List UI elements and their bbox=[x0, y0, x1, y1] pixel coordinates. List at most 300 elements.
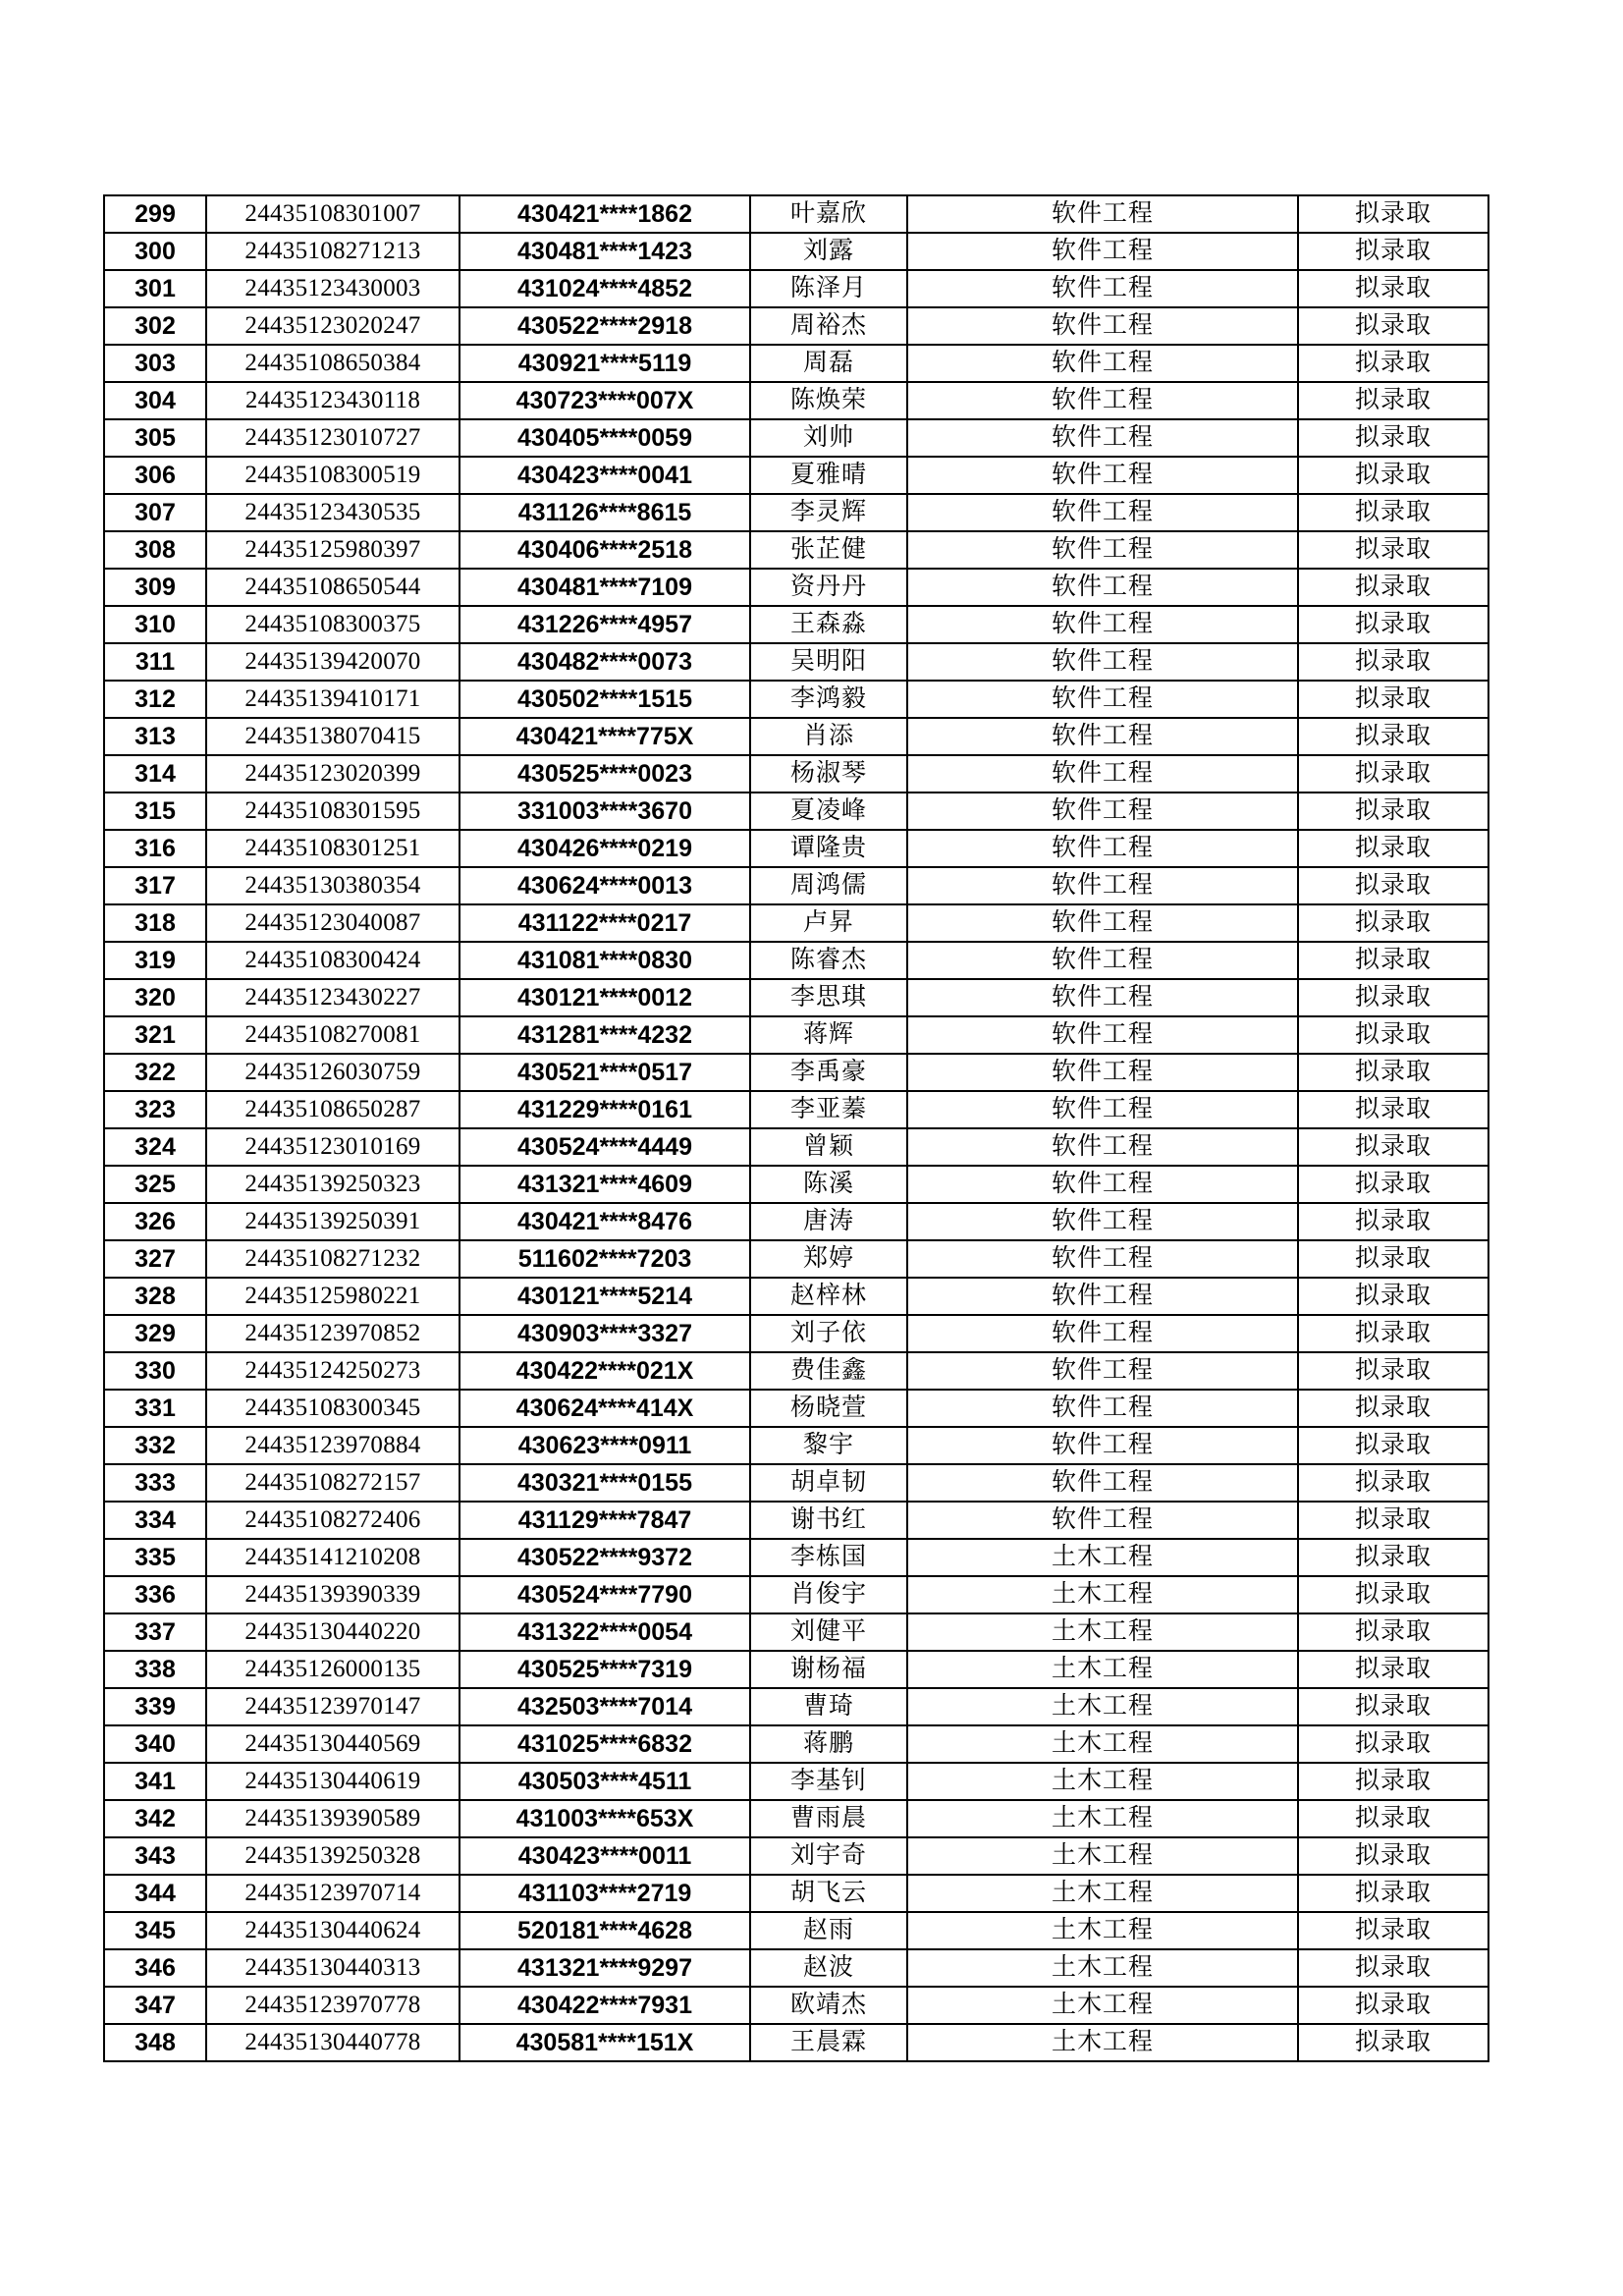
cell-major: 软件工程 bbox=[907, 942, 1298, 979]
cell-seq: 347 bbox=[104, 1987, 206, 2024]
cell-name: 王晨霖 bbox=[750, 2024, 907, 2061]
cell-exam-number: 24435123970778 bbox=[206, 1987, 460, 2024]
table-row bbox=[104, 1166, 1488, 1203]
cell-exam-number: 24435130440220 bbox=[206, 1613, 460, 1651]
cell-exam-number: 24435108650544 bbox=[206, 569, 460, 606]
cell-name: 李禹豪 bbox=[750, 1054, 907, 1091]
table-row bbox=[104, 457, 1488, 494]
cell-major: 软件工程 bbox=[907, 531, 1298, 569]
cell-major: 软件工程 bbox=[907, 606, 1298, 643]
cell-id-number: 430121****0012 bbox=[460, 979, 750, 1016]
cell-name: 胡飞云 bbox=[750, 1875, 907, 1912]
cell-exam-number: 24435126000135 bbox=[206, 1651, 460, 1688]
cell-major: 软件工程 bbox=[907, 1016, 1298, 1054]
cell-id-number: 430623****0911 bbox=[460, 1427, 750, 1464]
cell-major: 软件工程 bbox=[907, 1464, 1298, 1502]
cell-status: 拟录取 bbox=[1298, 1427, 1488, 1464]
cell-status: 拟录取 bbox=[1298, 904, 1488, 942]
cell-major: 软件工程 bbox=[907, 1278, 1298, 1315]
cell-seq: 306 bbox=[104, 457, 206, 494]
cell-id-number: 430624****414X bbox=[460, 1390, 750, 1427]
cell-status: 拟录取 bbox=[1298, 569, 1488, 606]
cell-major: 软件工程 bbox=[907, 1054, 1298, 1091]
cell-status: 拟录取 bbox=[1298, 307, 1488, 345]
table-row bbox=[104, 1539, 1488, 1576]
cell-status: 拟录取 bbox=[1298, 494, 1488, 531]
cell-seq: 328 bbox=[104, 1278, 206, 1315]
cell-name: 吴明阳 bbox=[750, 643, 907, 681]
cell-major: 软件工程 bbox=[907, 867, 1298, 904]
cell-id-number: 431281****4232 bbox=[460, 1016, 750, 1054]
cell-name: 夏凌峰 bbox=[750, 793, 907, 830]
cell-major: 软件工程 bbox=[907, 419, 1298, 457]
cell-status: 拟录取 bbox=[1298, 1464, 1488, 1502]
cell-name: 陈泽月 bbox=[750, 270, 907, 307]
cell-major: 土木工程 bbox=[907, 1875, 1298, 1912]
cell-exam-number: 24435139410171 bbox=[206, 681, 460, 718]
cell-name: 李基钊 bbox=[750, 1763, 907, 1800]
cell-name: 谢杨福 bbox=[750, 1651, 907, 1688]
cell-major: 土木工程 bbox=[907, 1763, 1298, 1800]
cell-status: 拟录取 bbox=[1298, 793, 1488, 830]
cell-status: 拟录取 bbox=[1298, 1875, 1488, 1912]
cell-status: 拟录取 bbox=[1298, 1240, 1488, 1278]
cell-exam-number: 24435130440619 bbox=[206, 1763, 460, 1800]
cell-major: 软件工程 bbox=[907, 457, 1298, 494]
cell-id-number: 430903****3327 bbox=[460, 1315, 750, 1352]
cell-major: 软件工程 bbox=[907, 233, 1298, 270]
cell-id-number: 431229****0161 bbox=[460, 1091, 750, 1128]
cell-exam-number: 24435108272157 bbox=[206, 1464, 460, 1502]
cell-name: 赵雨 bbox=[750, 1912, 907, 1949]
cell-seq: 300 bbox=[104, 233, 206, 270]
cell-id-number: 430522****9372 bbox=[460, 1539, 750, 1576]
cell-id-number: 430525****7319 bbox=[460, 1651, 750, 1688]
cell-major: 土木工程 bbox=[907, 1987, 1298, 2024]
cell-major: 土木工程 bbox=[907, 1688, 1298, 1725]
cell-id-number: 430423****0041 bbox=[460, 457, 750, 494]
cell-status: 拟录取 bbox=[1298, 1837, 1488, 1875]
cell-status: 拟录取 bbox=[1298, 1128, 1488, 1166]
cell-id-number: 431103****2719 bbox=[460, 1875, 750, 1912]
cell-exam-number: 24435123040087 bbox=[206, 904, 460, 942]
cell-name: 谢书红 bbox=[750, 1502, 907, 1539]
cell-id-number: 431122****0217 bbox=[460, 904, 750, 942]
cell-status: 拟录取 bbox=[1298, 1688, 1488, 1725]
cell-status: 拟录取 bbox=[1298, 1054, 1488, 1091]
cell-exam-number: 24435139420070 bbox=[206, 643, 460, 681]
cell-status: 拟录取 bbox=[1298, 755, 1488, 793]
cell-exam-number: 24435130440624 bbox=[206, 1912, 460, 1949]
cell-name: 刘帅 bbox=[750, 419, 907, 457]
cell-major: 软件工程 bbox=[907, 830, 1298, 867]
cell-exam-number: 24435123430227 bbox=[206, 979, 460, 1016]
cell-id-number: 430321****0155 bbox=[460, 1464, 750, 1502]
cell-exam-number: 24435123970147 bbox=[206, 1688, 460, 1725]
cell-status: 拟录取 bbox=[1298, 1763, 1488, 1800]
cell-name: 陈焕荣 bbox=[750, 382, 907, 419]
table-row bbox=[104, 1912, 1488, 1949]
cell-major: 软件工程 bbox=[907, 1502, 1298, 1539]
cell-seq: 327 bbox=[104, 1240, 206, 1278]
cell-exam-number: 24435124250273 bbox=[206, 1352, 460, 1390]
cell-seq: 325 bbox=[104, 1166, 206, 1203]
table-row bbox=[104, 494, 1488, 531]
cell-id-number: 430524****4449 bbox=[460, 1128, 750, 1166]
cell-exam-number: 24435139390589 bbox=[206, 1800, 460, 1837]
cell-exam-number: 24435123010169 bbox=[206, 1128, 460, 1166]
cell-status: 拟录取 bbox=[1298, 718, 1488, 755]
cell-id-number: 430524****7790 bbox=[460, 1576, 750, 1613]
cell-seq: 332 bbox=[104, 1427, 206, 1464]
cell-status: 拟录取 bbox=[1298, 979, 1488, 1016]
cell-name: 曹雨晨 bbox=[750, 1800, 907, 1837]
table-row bbox=[104, 307, 1488, 345]
cell-seq: 299 bbox=[104, 195, 206, 233]
cell-id-number: 430421****1862 bbox=[460, 195, 750, 233]
cell-seq: 310 bbox=[104, 606, 206, 643]
cell-status: 拟录取 bbox=[1298, 1800, 1488, 1837]
cell-id-number: 520181****4628 bbox=[460, 1912, 750, 1949]
cell-seq: 316 bbox=[104, 830, 206, 867]
cell-id-number: 430521****0517 bbox=[460, 1054, 750, 1091]
cell-exam-number: 24435139250323 bbox=[206, 1166, 460, 1203]
cell-major: 软件工程 bbox=[907, 382, 1298, 419]
cell-major: 软件工程 bbox=[907, 1203, 1298, 1240]
cell-exam-number: 24435108300345 bbox=[206, 1390, 460, 1427]
table-row bbox=[104, 2024, 1488, 2061]
cell-seq: 342 bbox=[104, 1800, 206, 1837]
cell-major: 软件工程 bbox=[907, 1091, 1298, 1128]
cell-name: 谭隆贵 bbox=[750, 830, 907, 867]
table-row bbox=[104, 643, 1488, 681]
cell-name: 刘宇奇 bbox=[750, 1837, 907, 1875]
cell-major: 软件工程 bbox=[907, 979, 1298, 1016]
cell-exam-number: 24435123970714 bbox=[206, 1875, 460, 1912]
table-row bbox=[104, 1800, 1488, 1837]
cell-id-number: 430421****8476 bbox=[460, 1203, 750, 1240]
cell-major: 土木工程 bbox=[907, 1651, 1298, 1688]
cell-major: 软件工程 bbox=[907, 494, 1298, 531]
admission-roster-table bbox=[103, 194, 1489, 2062]
cell-seq: 319 bbox=[104, 942, 206, 979]
cell-name: 杨淑琴 bbox=[750, 755, 907, 793]
cell-status: 拟录取 bbox=[1298, 606, 1488, 643]
cell-status: 拟录取 bbox=[1298, 1725, 1488, 1763]
cell-status: 拟录取 bbox=[1298, 1613, 1488, 1651]
cell-id-number: 431129****7847 bbox=[460, 1502, 750, 1539]
cell-name: 周裕杰 bbox=[750, 307, 907, 345]
cell-status: 拟录取 bbox=[1298, 233, 1488, 270]
cell-id-number: 511602****7203 bbox=[460, 1240, 750, 1278]
table-row bbox=[104, 233, 1488, 270]
cell-exam-number: 24435123430118 bbox=[206, 382, 460, 419]
cell-status: 拟录取 bbox=[1298, 419, 1488, 457]
table-row bbox=[104, 1613, 1488, 1651]
cell-id-number: 430406****2518 bbox=[460, 531, 750, 569]
cell-name: 李灵辉 bbox=[750, 494, 907, 531]
cell-seq: 308 bbox=[104, 531, 206, 569]
cell-exam-number: 24435139250328 bbox=[206, 1837, 460, 1875]
cell-exam-number: 24435130440313 bbox=[206, 1949, 460, 1987]
table-row bbox=[104, 1987, 1488, 2024]
roster-table-container bbox=[103, 194, 1488, 2062]
cell-status: 拟录取 bbox=[1298, 382, 1488, 419]
cell-major: 土木工程 bbox=[907, 1576, 1298, 1613]
table-row bbox=[104, 345, 1488, 382]
cell-seq: 315 bbox=[104, 793, 206, 830]
cell-exam-number: 24435130440778 bbox=[206, 2024, 460, 2061]
cell-status: 拟录取 bbox=[1298, 830, 1488, 867]
cell-name: 唐涛 bbox=[750, 1203, 907, 1240]
cell-status: 拟录取 bbox=[1298, 681, 1488, 718]
cell-name: 资丹丹 bbox=[750, 569, 907, 606]
cell-status: 拟录取 bbox=[1298, 270, 1488, 307]
cell-status: 拟录取 bbox=[1298, 1576, 1488, 1613]
cell-id-number: 430525****0023 bbox=[460, 755, 750, 793]
cell-exam-number: 24435108271213 bbox=[206, 233, 460, 270]
cell-seq: 344 bbox=[104, 1875, 206, 1912]
cell-id-number: 431003****653X bbox=[460, 1800, 750, 1837]
cell-status: 拟录取 bbox=[1298, 1502, 1488, 1539]
cell-exam-number: 24435141210208 bbox=[206, 1539, 460, 1576]
cell-major: 软件工程 bbox=[907, 1128, 1298, 1166]
cell-major: 土木工程 bbox=[907, 1837, 1298, 1875]
cell-seq: 324 bbox=[104, 1128, 206, 1166]
cell-name: 曾颖 bbox=[750, 1128, 907, 1166]
roster-table-body bbox=[104, 195, 1488, 2061]
cell-seq: 309 bbox=[104, 569, 206, 606]
cell-seq: 304 bbox=[104, 382, 206, 419]
cell-seq: 348 bbox=[104, 2024, 206, 2061]
cell-seq: 314 bbox=[104, 755, 206, 793]
cell-seq: 302 bbox=[104, 307, 206, 345]
cell-name: 蒋鹏 bbox=[750, 1725, 907, 1763]
cell-id-number: 430422****7931 bbox=[460, 1987, 750, 2024]
cell-exam-number: 24435108271232 bbox=[206, 1240, 460, 1278]
table-row bbox=[104, 1875, 1488, 1912]
cell-id-number: 430723****007X bbox=[460, 382, 750, 419]
table-row bbox=[104, 1651, 1488, 1688]
cell-exam-number: 24435123020399 bbox=[206, 755, 460, 793]
table-row bbox=[104, 1427, 1488, 1464]
table-row bbox=[104, 1091, 1488, 1128]
cell-seq: 326 bbox=[104, 1203, 206, 1240]
cell-name: 李鸿毅 bbox=[750, 681, 907, 718]
cell-name: 周鸿儒 bbox=[750, 867, 907, 904]
cell-status: 拟录取 bbox=[1298, 195, 1488, 233]
table-row bbox=[104, 1016, 1488, 1054]
table-row bbox=[104, 718, 1488, 755]
cell-seq: 337 bbox=[104, 1613, 206, 1651]
cell-seq: 340 bbox=[104, 1725, 206, 1763]
table-row bbox=[104, 1725, 1488, 1763]
table-row bbox=[104, 1464, 1488, 1502]
cell-id-number: 431081****0830 bbox=[460, 942, 750, 979]
table-row bbox=[104, 1240, 1488, 1278]
cell-status: 拟录取 bbox=[1298, 1651, 1488, 1688]
cell-major: 土木工程 bbox=[907, 1539, 1298, 1576]
cell-major: 软件工程 bbox=[907, 569, 1298, 606]
cell-major: 软件工程 bbox=[907, 755, 1298, 793]
table-row bbox=[104, 531, 1488, 569]
cell-major: 软件工程 bbox=[907, 195, 1298, 233]
table-row bbox=[104, 1352, 1488, 1390]
cell-name: 黎宇 bbox=[750, 1427, 907, 1464]
cell-status: 拟录取 bbox=[1298, 531, 1488, 569]
cell-exam-number: 24435125980397 bbox=[206, 531, 460, 569]
cell-status: 拟录取 bbox=[1298, 1390, 1488, 1427]
table-row bbox=[104, 755, 1488, 793]
table-row bbox=[104, 1203, 1488, 1240]
cell-exam-number: 24435123010727 bbox=[206, 419, 460, 457]
cell-id-number: 430921****5119 bbox=[460, 345, 750, 382]
cell-seq: 343 bbox=[104, 1837, 206, 1875]
cell-name: 杨晓萱 bbox=[750, 1390, 907, 1427]
table-row bbox=[104, 1763, 1488, 1800]
cell-id-number: 430624****0013 bbox=[460, 867, 750, 904]
cell-status: 拟录取 bbox=[1298, 1912, 1488, 1949]
table-row bbox=[104, 830, 1488, 867]
cell-major: 软件工程 bbox=[907, 643, 1298, 681]
cell-id-number: 431321****9297 bbox=[460, 1949, 750, 1987]
cell-exam-number: 24435123430535 bbox=[206, 494, 460, 531]
cell-name: 胡卓韧 bbox=[750, 1464, 907, 1502]
cell-status: 拟录取 bbox=[1298, 867, 1488, 904]
cell-exam-number: 24435108650287 bbox=[206, 1091, 460, 1128]
table-row bbox=[104, 1688, 1488, 1725]
cell-id-number: 430121****5214 bbox=[460, 1278, 750, 1315]
cell-exam-number: 24435123970852 bbox=[206, 1315, 460, 1352]
cell-major: 软件工程 bbox=[907, 270, 1298, 307]
cell-seq: 320 bbox=[104, 979, 206, 1016]
cell-name: 郑婷 bbox=[750, 1240, 907, 1278]
cell-status: 拟录取 bbox=[1298, 1352, 1488, 1390]
cell-exam-number: 24435108650384 bbox=[206, 345, 460, 382]
cell-seq: 312 bbox=[104, 681, 206, 718]
cell-seq: 313 bbox=[104, 718, 206, 755]
cell-exam-number: 24435130440569 bbox=[206, 1725, 460, 1763]
cell-name: 曹琦 bbox=[750, 1688, 907, 1725]
cell-status: 拟录取 bbox=[1298, 1539, 1488, 1576]
cell-id-number: 431025****6832 bbox=[460, 1725, 750, 1763]
cell-exam-number: 24435108301251 bbox=[206, 830, 460, 867]
cell-seq: 307 bbox=[104, 494, 206, 531]
cell-exam-number: 24435139250391 bbox=[206, 1203, 460, 1240]
cell-status: 拟录取 bbox=[1298, 1987, 1488, 2024]
table-row bbox=[104, 979, 1488, 1016]
table-row bbox=[104, 904, 1488, 942]
cell-name: 赵波 bbox=[750, 1949, 907, 1987]
table-row bbox=[104, 1576, 1488, 1613]
cell-major: 软件工程 bbox=[907, 1240, 1298, 1278]
cell-seq: 318 bbox=[104, 904, 206, 942]
cell-seq: 331 bbox=[104, 1390, 206, 1427]
table-row bbox=[104, 1390, 1488, 1427]
cell-name: 肖俊宇 bbox=[750, 1576, 907, 1613]
cell-name: 赵梓林 bbox=[750, 1278, 907, 1315]
cell-name: 王森淼 bbox=[750, 606, 907, 643]
cell-id-number: 430502****1515 bbox=[460, 681, 750, 718]
table-row bbox=[104, 942, 1488, 979]
cell-seq: 334 bbox=[104, 1502, 206, 1539]
cell-exam-number: 24435108300375 bbox=[206, 606, 460, 643]
cell-id-number: 430482****0073 bbox=[460, 643, 750, 681]
cell-status: 拟录取 bbox=[1298, 942, 1488, 979]
cell-status: 拟录取 bbox=[1298, 1949, 1488, 1987]
cell-seq: 339 bbox=[104, 1688, 206, 1725]
cell-status: 拟录取 bbox=[1298, 457, 1488, 494]
cell-name: 肖添 bbox=[750, 718, 907, 755]
cell-id-number: 431322****0054 bbox=[460, 1613, 750, 1651]
cell-status: 拟录取 bbox=[1298, 1091, 1488, 1128]
cell-name: 刘露 bbox=[750, 233, 907, 270]
cell-status: 拟录取 bbox=[1298, 1278, 1488, 1315]
cell-name: 李思琪 bbox=[750, 979, 907, 1016]
table-row bbox=[104, 1502, 1488, 1539]
cell-major: 软件工程 bbox=[907, 1352, 1298, 1390]
cell-seq: 329 bbox=[104, 1315, 206, 1352]
cell-id-number: 430522****2918 bbox=[460, 307, 750, 345]
cell-status: 拟录取 bbox=[1298, 643, 1488, 681]
cell-id-number: 430503****4511 bbox=[460, 1763, 750, 1800]
cell-seq: 301 bbox=[104, 270, 206, 307]
cell-seq: 311 bbox=[104, 643, 206, 681]
cell-name: 夏雅晴 bbox=[750, 457, 907, 494]
cell-name: 周磊 bbox=[750, 345, 907, 382]
cell-status: 拟录取 bbox=[1298, 1315, 1488, 1352]
cell-id-number: 431126****8615 bbox=[460, 494, 750, 531]
cell-seq: 335 bbox=[104, 1539, 206, 1576]
cell-exam-number: 24435139390339 bbox=[206, 1576, 460, 1613]
cell-major: 软件工程 bbox=[907, 904, 1298, 942]
cell-major: 软件工程 bbox=[907, 1390, 1298, 1427]
cell-seq: 341 bbox=[104, 1763, 206, 1800]
cell-major: 软件工程 bbox=[907, 718, 1298, 755]
cell-name: 刘健平 bbox=[750, 1613, 907, 1651]
cell-major: 土木工程 bbox=[907, 1912, 1298, 1949]
table-row bbox=[104, 1837, 1488, 1875]
cell-seq: 317 bbox=[104, 867, 206, 904]
table-row bbox=[104, 1278, 1488, 1315]
cell-seq: 321 bbox=[104, 1016, 206, 1054]
cell-major: 软件工程 bbox=[907, 1315, 1298, 1352]
cell-name: 张芷健 bbox=[750, 531, 907, 569]
cell-name: 蒋辉 bbox=[750, 1016, 907, 1054]
cell-major: 软件工程 bbox=[907, 307, 1298, 345]
cell-id-number: 331003****3670 bbox=[460, 793, 750, 830]
cell-id-number: 430581****151X bbox=[460, 2024, 750, 2061]
cell-major: 土木工程 bbox=[907, 1725, 1298, 1763]
table-row bbox=[104, 606, 1488, 643]
table-row bbox=[104, 1128, 1488, 1166]
table-row bbox=[104, 1054, 1488, 1091]
table-row bbox=[104, 681, 1488, 718]
table-row bbox=[104, 793, 1488, 830]
cell-major: 土木工程 bbox=[907, 1949, 1298, 1987]
cell-exam-number: 24435123430003 bbox=[206, 270, 460, 307]
cell-status: 拟录取 bbox=[1298, 1203, 1488, 1240]
table-row bbox=[104, 382, 1488, 419]
table-row bbox=[104, 1315, 1488, 1352]
cell-seq: 330 bbox=[104, 1352, 206, 1390]
cell-seq: 333 bbox=[104, 1464, 206, 1502]
cell-seq: 303 bbox=[104, 345, 206, 382]
cell-id-number: 430423****0011 bbox=[460, 1837, 750, 1875]
table-row bbox=[104, 867, 1488, 904]
cell-major: 软件工程 bbox=[907, 793, 1298, 830]
table-row bbox=[104, 1949, 1488, 1987]
